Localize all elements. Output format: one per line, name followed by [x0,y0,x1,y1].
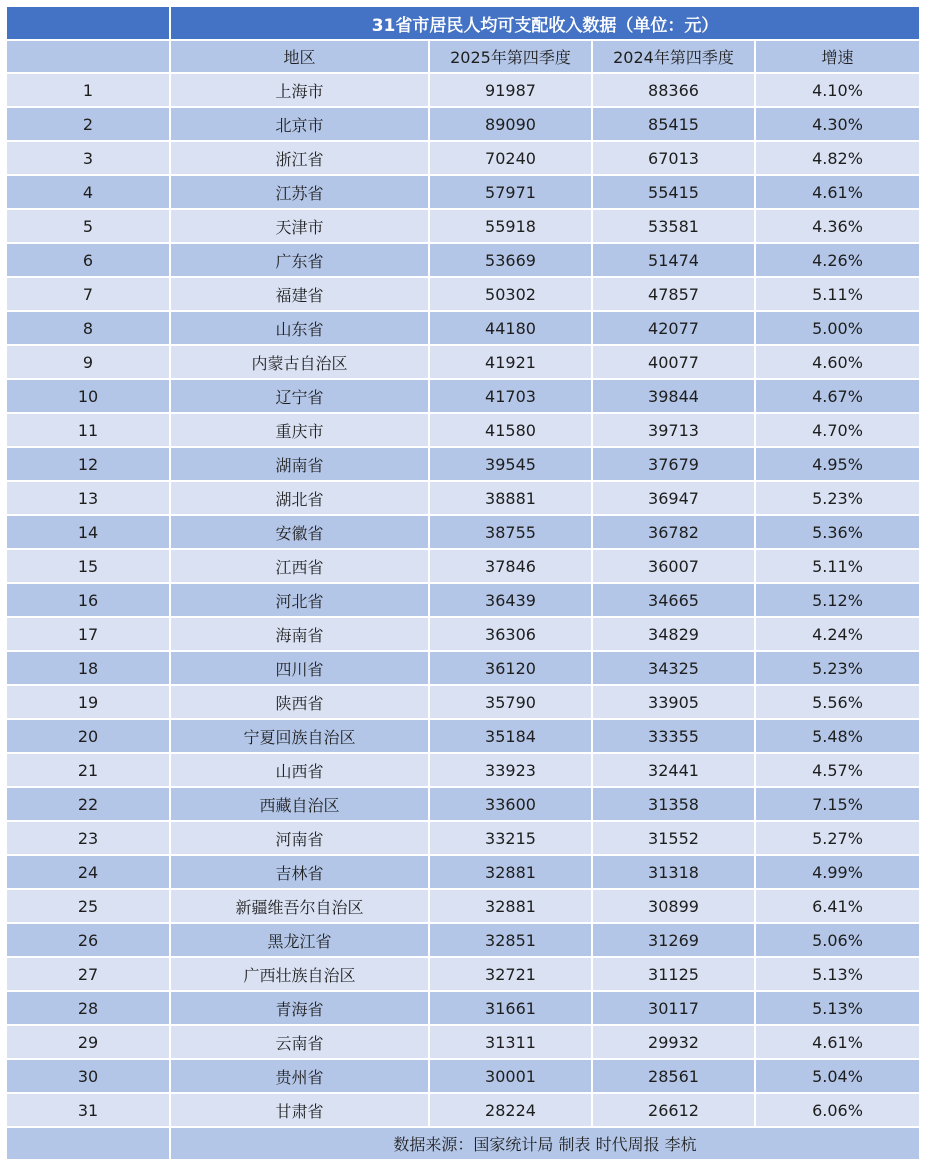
table-row [7,244,919,276]
region-cell[interactable]: 北京市 [171,108,428,140]
rank-cell[interactable]: 21 [7,754,169,786]
income-2025-cell[interactable]: 36306 [430,618,591,650]
table-row [7,958,919,990]
table-row [7,346,919,378]
region-cell[interactable]: 广西壮族自治区 [171,958,428,990]
income-2024-cell[interactable]: 31269 [593,924,754,956]
income-2024-cell[interactable]: 67013 [593,142,754,174]
rank-cell[interactable]: 22 [7,788,169,820]
income-2025-cell[interactable]: 37846 [430,550,591,582]
table-row [7,312,919,344]
income-2025-cell[interactable]: 28224 [430,1094,591,1126]
income-2024-cell[interactable]: 37679 [593,448,754,480]
rank-cell[interactable]: 6 [7,244,169,276]
income-2024-cell[interactable]: 53581 [593,210,754,242]
income-2025-cell[interactable]: 31311 [430,1026,591,1058]
income-2024-cell[interactable]: 30899 [593,890,754,922]
income-2025-cell[interactable]: 32851 [430,924,591,956]
data-source-note[interactable]: 数据来源：国家统计局 制表 时代周报 李杭 [171,1128,919,1159]
table-row [7,618,919,650]
growth-cell[interactable]: 5.12% [756,584,919,616]
region-cell[interactable]: 辽宁省 [171,380,428,412]
rank-cell[interactable]: 5 [7,210,169,242]
income-2024-cell[interactable]: 26612 [593,1094,754,1126]
income-2025-cell[interactable]: 38881 [430,482,591,514]
growth-cell[interactable]: 5.48% [756,720,919,752]
table-row [7,448,919,480]
income-2025-cell[interactable]: 44180 [430,312,591,344]
income-2025-cell[interactable]: 33215 [430,822,591,854]
income-2024-cell[interactable]: 39844 [593,380,754,412]
table-row [7,992,919,1024]
growth-cell[interactable]: 5.04% [756,1060,919,1092]
region-cell[interactable]: 山东省 [171,312,428,344]
region-cell[interactable]: 福建省 [171,278,428,310]
income-2025-cell[interactable]: 57971 [430,176,591,208]
table-row [7,652,919,684]
growth-cell[interactable]: 4.61% [756,1026,919,1058]
rank-cell[interactable]: 9 [7,346,169,378]
income-table-body [7,7,919,1159]
region-cell[interactable]: 上海市 [171,74,428,106]
growth-cell[interactable]: 6.41% [756,890,919,922]
income-2024-cell[interactable]: 85415 [593,108,754,140]
income-2024-cell[interactable]: 55415 [593,176,754,208]
region-cell[interactable]: 湖南省 [171,448,428,480]
region-cell[interactable]: 四川省 [171,652,428,684]
income-2025-cell[interactable]: 36439 [430,584,591,616]
table-row [7,1094,919,1126]
table-row [7,550,919,582]
income-2025-cell[interactable]: 39545 [430,448,591,480]
region-cell[interactable]: 宁夏回族自治区 [171,720,428,752]
header-region[interactable]: 地区 [171,41,428,72]
growth-cell[interactable]: 4.26% [756,244,919,276]
header-row [7,41,919,72]
rank-cell[interactable]: 30 [7,1060,169,1092]
region-cell[interactable]: 吉林省 [171,856,428,888]
header-growth[interactable]: 增速 [756,41,919,72]
table-row [7,278,919,310]
income-2025-cell[interactable]: 53669 [430,244,591,276]
region-cell[interactable]: 江苏省 [171,176,428,208]
table-row [7,380,919,412]
income-2025-cell[interactable]: 32881 [430,856,591,888]
rank-cell[interactable]: 4 [7,176,169,208]
income-2025-cell[interactable]: 38755 [430,516,591,548]
region-cell[interactable]: 浙江省 [171,142,428,174]
region-cell[interactable]: 西藏自治区 [171,788,428,820]
growth-cell[interactable]: 5.36% [756,516,919,548]
growth-cell[interactable]: 6.06% [756,1094,919,1126]
income-2024-cell[interactable]: 32441 [593,754,754,786]
income-2024-cell[interactable]: 29932 [593,1026,754,1058]
growth-cell[interactable]: 4.60% [756,346,919,378]
income-2025-cell[interactable]: 33600 [430,788,591,820]
title-blank-cell[interactable] [7,7,169,39]
rank-cell[interactable]: 7 [7,278,169,310]
rank-cell[interactable]: 12 [7,448,169,480]
income-2024-cell[interactable]: 34665 [593,584,754,616]
income-2024-cell[interactable]: 33355 [593,720,754,752]
income-2024-cell[interactable]: 36947 [593,482,754,514]
rank-cell[interactable]: 8 [7,312,169,344]
region-cell[interactable]: 黑龙江省 [171,924,428,956]
footer-row [7,1128,919,1159]
table-row [7,210,919,242]
rank-cell[interactable]: 11 [7,414,169,446]
table-row [7,516,919,548]
rank-cell[interactable]: 13 [7,482,169,514]
header-2024-q4[interactable]: 2024年第四季度 [593,41,754,72]
footer-blank-cell[interactable] [7,1128,169,1159]
income-2025-cell[interactable]: 55918 [430,210,591,242]
income-2024-cell[interactable]: 30117 [593,992,754,1024]
income-2025-cell[interactable]: 41921 [430,346,591,378]
rank-cell[interactable]: 27 [7,958,169,990]
region-cell[interactable]: 陕西省 [171,686,428,718]
growth-cell[interactable]: 5.56% [756,686,919,718]
growth-cell[interactable]: 4.36% [756,210,919,242]
region-cell[interactable]: 天津市 [171,210,428,242]
income-2025-cell[interactable]: 33923 [430,754,591,786]
income-2025-cell[interactable]: 89090 [430,108,591,140]
income-2024-cell[interactable]: 36782 [593,516,754,548]
region-cell[interactable]: 广东省 [171,244,428,276]
rank-cell[interactable]: 1 [7,74,169,106]
table-row [7,482,919,514]
header-2025-q4[interactable]: 2025年第四季度 [430,41,591,72]
income-2025-cell[interactable]: 35184 [430,720,591,752]
income-2024-cell[interactable]: 42077 [593,312,754,344]
growth-cell[interactable]: 5.06% [756,924,919,956]
rank-cell[interactable]: 18 [7,652,169,684]
income-2025-cell[interactable]: 32881 [430,890,591,922]
income-2025-cell[interactable]: 35790 [430,686,591,718]
growth-cell[interactable]: 4.10% [756,74,919,106]
region-cell[interactable]: 河北省 [171,584,428,616]
growth-cell[interactable]: 4.57% [756,754,919,786]
growth-cell[interactable]: 4.99% [756,856,919,888]
income-2025-cell[interactable]: 31661 [430,992,591,1024]
income-2024-cell[interactable]: 31318 [593,856,754,888]
income-2024-cell[interactable]: 51474 [593,244,754,276]
growth-cell[interactable]: 5.11% [756,550,919,582]
growth-cell[interactable]: 5.13% [756,992,919,1024]
region-cell[interactable]: 重庆市 [171,414,428,446]
table-row [7,108,919,140]
income-2025-cell[interactable]: 70240 [430,142,591,174]
region-cell[interactable]: 甘肃省 [171,1094,428,1126]
growth-cell[interactable]: 4.95% [756,448,919,480]
table-row [7,142,919,174]
rank-cell[interactable]: 16 [7,584,169,616]
header-rank[interactable] [7,41,169,72]
table-row [7,924,919,956]
title-row [7,7,919,39]
region-cell[interactable]: 新疆维吾尔自治区 [171,890,428,922]
income-2024-cell[interactable]: 31358 [593,788,754,820]
region-cell[interactable]: 贵州省 [171,1060,428,1092]
growth-cell[interactable]: 5.27% [756,822,919,854]
income-data-sheet [7,7,923,1161]
region-cell[interactable]: 江西省 [171,550,428,582]
table-row [7,822,919,854]
rank-cell[interactable]: 28 [7,992,169,1024]
income-2024-cell[interactable]: 47857 [593,278,754,310]
table-row [7,1060,919,1092]
rank-cell[interactable]: 31 [7,1094,169,1126]
growth-cell[interactable]: 4.61% [756,176,919,208]
income-2024-cell[interactable]: 33905 [593,686,754,718]
growth-cell[interactable]: 4.70% [756,414,919,446]
growth-cell[interactable]: 5.23% [756,652,919,684]
region-cell[interactable]: 内蒙古自治区 [171,346,428,378]
rank-cell[interactable]: 26 [7,924,169,956]
region-cell[interactable]: 云南省 [171,1026,428,1058]
income-2024-cell[interactable]: 39713 [593,414,754,446]
rank-cell[interactable]: 2 [7,108,169,140]
table-row [7,414,919,446]
region-cell[interactable]: 河南省 [171,822,428,854]
income-2025-cell[interactable]: 30001 [430,1060,591,1092]
table-row [7,176,919,208]
income-2025-cell[interactable]: 36120 [430,652,591,684]
rank-cell[interactable]: 29 [7,1026,169,1058]
income-2025-cell[interactable]: 41580 [430,414,591,446]
growth-cell[interactable]: 5.00% [756,312,919,344]
growth-cell[interactable]: 4.82% [756,142,919,174]
table-row [7,890,919,922]
table-row [7,754,919,786]
income-2025-cell[interactable]: 50302 [430,278,591,310]
income-2024-cell[interactable]: 34829 [593,618,754,650]
rank-cell[interactable]: 15 [7,550,169,582]
table-title[interactable]: 31省市居民人均可支配收入数据（单位：元） [171,7,919,39]
income-table [5,5,921,1161]
rank-cell[interactable]: 20 [7,720,169,752]
region-cell[interactable]: 青海省 [171,992,428,1024]
region-cell[interactable]: 安徽省 [171,516,428,548]
income-2024-cell[interactable]: 34325 [593,652,754,684]
table-row [7,720,919,752]
rank-cell[interactable]: 14 [7,516,169,548]
rank-cell[interactable]: 17 [7,618,169,650]
income-2024-cell[interactable]: 88366 [593,74,754,106]
rank-cell[interactable]: 19 [7,686,169,718]
income-2025-cell[interactable]: 41703 [430,380,591,412]
income-2024-cell[interactable]: 31125 [593,958,754,990]
rank-cell[interactable]: 24 [7,856,169,888]
income-2025-cell[interactable]: 32721 [430,958,591,990]
table-row [7,686,919,718]
income-2024-cell[interactable]: 40077 [593,346,754,378]
growth-cell[interactable]: 5.13% [756,958,919,990]
rank-cell[interactable]: 25 [7,890,169,922]
table-row [7,74,919,106]
region-cell[interactable]: 湖北省 [171,482,428,514]
income-2024-cell[interactable]: 36007 [593,550,754,582]
growth-cell[interactable]: 4.67% [756,380,919,412]
growth-cell[interactable]: 5.11% [756,278,919,310]
rank-cell[interactable]: 10 [7,380,169,412]
rank-cell[interactable]: 3 [7,142,169,174]
growth-cell[interactable]: 4.30% [756,108,919,140]
income-2024-cell[interactable]: 31552 [593,822,754,854]
growth-cell[interactable]: 7.15% [756,788,919,820]
table-row [7,856,919,888]
region-cell[interactable]: 海南省 [171,618,428,650]
income-2025-cell[interactable]: 91987 [430,74,591,106]
table-row [7,788,919,820]
growth-cell[interactable]: 5.23% [756,482,919,514]
growth-cell[interactable]: 4.24% [756,618,919,650]
table-row [7,584,919,616]
income-2024-cell[interactable]: 28561 [593,1060,754,1092]
region-cell[interactable]: 山西省 [171,754,428,786]
table-row [7,1026,919,1058]
rank-cell[interactable]: 23 [7,822,169,854]
